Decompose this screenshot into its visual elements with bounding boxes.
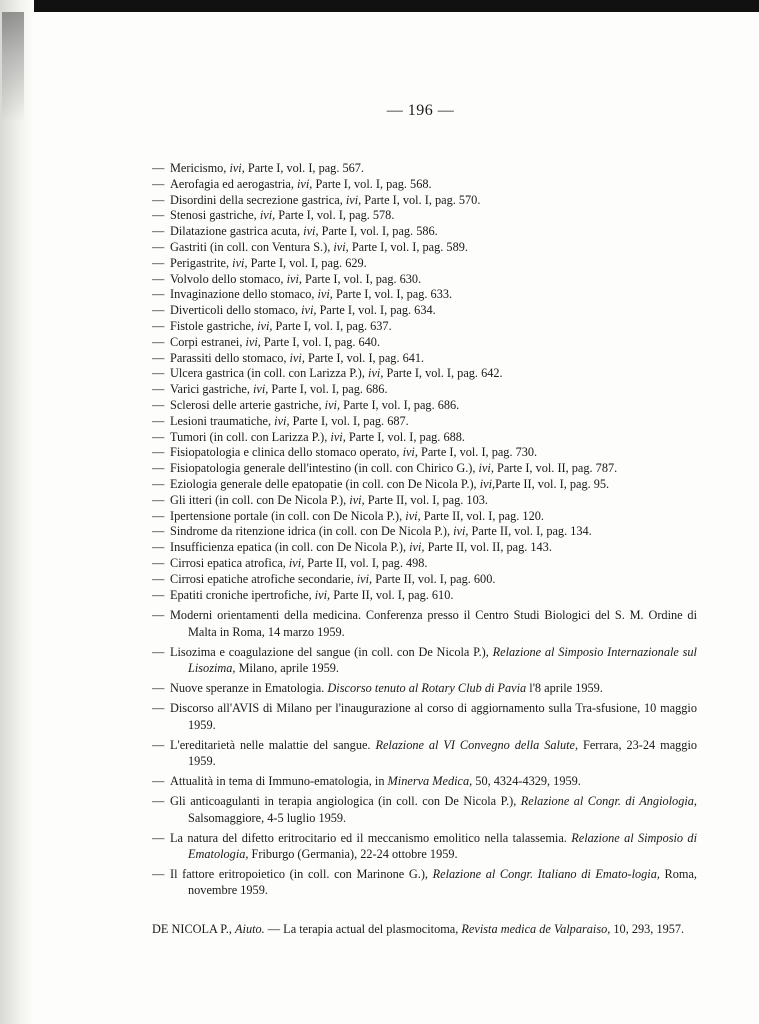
dash-marker: — <box>152 271 165 286</box>
entry-text: Parte I, vol. I, pag. 567. <box>244 161 364 175</box>
italic-citation: ivi, <box>232 255 248 270</box>
dash-marker: — <box>152 555 165 570</box>
italic-citation: ivi, <box>356 571 373 586</box>
entry-text: Gastriti (in coll. con Ventura S.), <box>170 239 334 254</box>
list-item <box>152 830 697 862</box>
italic-citation: ivi, <box>301 303 317 318</box>
dash-marker: — <box>152 413 165 428</box>
entry-text: Epatiti croniche ipertrofiche, <box>170 587 315 602</box>
list-item <box>152 588 697 604</box>
list-item <box>152 398 697 414</box>
entry-text: Parte II, vol. II, pag. 143. <box>424 540 552 555</box>
dash-marker: — <box>152 429 165 444</box>
entry-text: Parte I, vol. I, pag. 642. <box>383 366 503 381</box>
list-item <box>152 540 697 556</box>
entry-text: Disordini della secrezione gastrica, <box>170 192 346 207</box>
list-item <box>152 272 697 288</box>
italic-citation: ivi, <box>409 540 425 555</box>
entry-text: Perigastrite, <box>170 255 233 270</box>
dash-marker: — <box>152 461 165 476</box>
dash-marker: — <box>152 192 165 207</box>
list-item <box>152 287 697 303</box>
italic-citation: Relazione al Congr. di Angiologia, <box>520 794 697 809</box>
italic-citation: ivi, <box>479 476 496 491</box>
entry-text: Nuove speranze in Ematologia. <box>170 681 328 696</box>
entry-text: Diverticoli dello stomaco, <box>170 303 302 318</box>
list-item <box>152 303 697 319</box>
dash-marker: — <box>152 492 165 507</box>
list-item <box>152 240 697 256</box>
italic-citation: ivi, <box>333 239 349 254</box>
entry-text: La natura del difetto eritrocitario ed il meccanismo emolitico nella talassemia. <box>170 830 572 845</box>
dash-marker: — <box>152 794 165 809</box>
entry-text: Ferrara, 23-24 maggio 1959. <box>188 737 698 768</box>
entry-text: Discorso all'AVIS di Milano per l'inaugurazione al corso di aggiornamento sulla Tra-sfusione, 10 maggio 1959. <box>170 701 697 732</box>
entry-text: Parte I, vol. I, pag. 637. <box>272 318 392 333</box>
italic-citation: ivi, <box>286 271 302 286</box>
dash-marker: — <box>152 318 165 333</box>
entry-text: Ulcera gastrica (in coll. con Larizza P.), <box>170 366 369 381</box>
entry-text: Parte I, vol. I, pag. 634. <box>316 303 436 318</box>
entry-text: Parte I, vol. I, pag. 570. <box>361 192 481 207</box>
list-item <box>152 461 697 477</box>
list-item <box>152 793 697 825</box>
list-item <box>152 680 697 696</box>
dash-marker: — <box>152 476 165 491</box>
list-item <box>152 366 697 382</box>
list-item <box>152 161 697 177</box>
entry-text: Parte I, vol. I, pag. 686. <box>268 382 388 397</box>
entry-text: Parte II, vol. I, pag. 600. <box>372 571 496 586</box>
entry-text: Insufficienza epatica (in coll. con De Nicola P.), <box>170 540 410 555</box>
italic-citation: Relazione al Congr. Italiano di Emato-logia, <box>432 867 660 882</box>
entry-text: Parte I, vol. I, pag. 630. <box>301 271 422 286</box>
dash-marker: — <box>152 397 165 412</box>
entry-text: Invaginazione dello stomaco, <box>170 287 318 302</box>
entry-text: Parte II, vol. I, pag. 95. <box>495 476 610 491</box>
entry-text: 50, 4324-4329, 1959. <box>472 774 581 789</box>
entry-text: Varici gastriche, <box>170 382 253 397</box>
italic-citation: ivi, <box>245 334 261 349</box>
dash-marker: — <box>152 540 165 555</box>
entry-text: Parte I, vol. I, pag. 589. <box>348 239 468 254</box>
italic-citation: Relazione al VI Convegno della Salute, <box>375 737 579 752</box>
italic-citation: ivi, <box>314 587 331 602</box>
entry-text: Parte I, vol. I, pag. 688. <box>345 429 465 444</box>
entry-text: Parte II, vol. I, pag. 103. <box>364 492 488 507</box>
dash-marker: — <box>152 334 165 349</box>
italic-citation: ivi, <box>252 382 269 397</box>
list-item <box>152 335 697 351</box>
entry-text: Parte II, vol. I, pag. 498. <box>304 555 428 570</box>
entry-text: Il fattore eritropoietico (in coll. con Marinone G.), <box>170 867 433 882</box>
entry-text: Tumori (in coll. con Larizza P.), <box>170 429 331 444</box>
list-item <box>152 866 697 898</box>
italic-citation: Discorso tenuto al Rotary Club di Pavia <box>327 681 527 696</box>
entry-text: Parte II, vol. I, pag. 120. <box>420 508 544 523</box>
entry-text: Gli itteri (in coll. con De Nicola P.), <box>170 492 350 507</box>
list-item <box>152 414 697 430</box>
entry-text: Parte I, vol. I, pag. 641. <box>304 350 425 365</box>
italic-citation: ivi, <box>453 524 469 539</box>
author-entry <box>152 921 697 937</box>
entry-text: Parte II, vol. I, pag. 610. <box>330 587 454 602</box>
entry-text: Ipertensione portale (in coll. con De Nicola P.), <box>170 508 406 523</box>
entry-text: Dilatazione gastrica acuta, <box>170 224 304 239</box>
dash-marker: — <box>152 255 165 270</box>
entry-text: Roma, novembre 1959. <box>188 867 697 898</box>
entry-text: Cirrosi epatica atrofica, <box>170 555 289 570</box>
entry-text: Parte I, vol. I, pag. 578. <box>275 208 395 223</box>
dash-marker: — <box>152 681 165 696</box>
italic-citation: ivi, <box>345 192 362 207</box>
publication-list-short <box>152 161 697 603</box>
list-item <box>152 607 697 639</box>
entry-text: Parte I, vol. I, pag. 568. <box>312 176 432 191</box>
list-item <box>152 572 697 588</box>
list-item <box>152 445 697 461</box>
entry-text: Parte I, vol. II, pag. 787. <box>493 461 618 476</box>
dash-marker: — <box>152 644 165 659</box>
list-item <box>152 737 697 769</box>
dash-marker: — <box>152 366 165 381</box>
entry-text: DE NICOLA P., <box>152 921 236 936</box>
italic-citation: ivi, <box>297 176 313 191</box>
entry-text: Parte I, vol. I, pag. 687. <box>289 413 409 428</box>
dash-marker: — <box>152 508 165 523</box>
italic-citation: Relazione al Simposio di Ematologia, <box>188 830 697 861</box>
dash-marker: — <box>152 208 165 223</box>
list-item <box>152 319 697 335</box>
page-body <box>152 161 697 937</box>
entry-text: Parte I, vol. I, pag. 686. <box>340 397 460 412</box>
list-item <box>152 208 697 224</box>
entry-text: Cirrosi epatiche atrofiche secondarie, <box>170 571 357 586</box>
dash-marker: — <box>152 571 165 586</box>
entry-text: Mericismo, <box>170 161 230 175</box>
entry-text: Fisiopatologia generale dell'intestino (in coll. con Chirico G.), <box>170 461 479 476</box>
list-item <box>152 177 697 193</box>
italic-citation: ivi, <box>478 461 494 476</box>
entry-text: Parte II, vol. I, pag. 134. <box>468 524 592 539</box>
entry-text: Friburgo (Germania), 22-24 ottobre 1959. <box>248 846 458 861</box>
entry-text: Parte I, vol. I, pag. 730. <box>417 445 538 460</box>
list-item <box>152 477 697 493</box>
italic-citation: ivi, <box>330 429 346 444</box>
list-item <box>152 556 697 572</box>
entry-text: Attualità in tema di Immuno-ematologia, in <box>170 774 388 789</box>
dash-marker: — <box>152 830 165 845</box>
italic-citation: ivi, <box>402 445 418 460</box>
italic-citation: ivi, <box>317 287 333 302</box>
entry-text: L'ereditarietà nelle malattie del sangue. <box>170 737 376 752</box>
list-item <box>152 773 697 789</box>
italic-citation: ivi, <box>289 350 305 365</box>
entry-text: Lesioni traumatiche, <box>170 413 275 428</box>
list-item <box>152 524 697 540</box>
list-item <box>152 382 697 398</box>
page-number: — 196 — <box>386 102 455 119</box>
italic-citation: ivi, <box>324 397 341 412</box>
dash-marker: — <box>152 239 165 254</box>
italic-citation: ivi, <box>303 224 319 239</box>
dash-marker: — <box>152 867 165 882</box>
entry-text: Salsomaggiore, 4-5 luglio 1959. <box>188 810 347 825</box>
italic-citation: Revista medica de Valparaiso, <box>461 921 611 936</box>
dash-marker: — <box>152 524 165 539</box>
entry-text: Parte I, vol. I, pag. 633. <box>332 287 453 302</box>
italic-citation: Aiuto. <box>235 921 265 936</box>
entry-text: Fistole gastriche, <box>170 318 258 333</box>
dash-marker: — <box>152 587 165 602</box>
dash-marker: — <box>152 382 165 397</box>
entry-text: Sindrome da ritenzione idrica (in coll. con De Nicola P.), <box>170 524 454 539</box>
entry-text: Fisiopatologia e clinica dello stomaco operato, <box>170 445 403 460</box>
dash-marker: — <box>152 445 165 460</box>
entry-text: Aerofagia ed aerogastria, <box>170 176 297 191</box>
list-item <box>152 509 697 525</box>
dash-marker: — <box>152 608 165 623</box>
dash-marker: — <box>152 350 165 365</box>
entry-text: Parte I, vol. I, pag. 640. <box>260 334 381 349</box>
publication-list-long <box>152 607 697 898</box>
italic-citation: ivi, <box>349 492 365 507</box>
italic-citation: ivi, <box>405 508 421 523</box>
scan-top-border <box>0 0 759 12</box>
entry-text: l'8 aprile 1959. <box>526 681 603 696</box>
entry-text: Lisozima e coagulazione del sangue (in coll. con De Nicola P.), <box>170 644 493 659</box>
italic-citation: ivi, <box>368 366 384 381</box>
list-item <box>152 256 697 272</box>
italic-citation: ivi, <box>288 555 305 570</box>
dash-marker: — <box>152 303 165 318</box>
list-item <box>152 351 697 367</box>
list-item <box>152 193 697 209</box>
entry-text: Eziologia generale delle epatopatie (in coll. con De Nicola P.), <box>170 476 480 491</box>
entry-text: Stenosi gastriche, <box>170 208 260 223</box>
dash-marker: — <box>152 287 165 302</box>
dash-marker: — <box>152 161 165 175</box>
italic-citation: ivi, <box>259 208 276 223</box>
scan-left-edge <box>0 0 34 1024</box>
italic-citation: ivi, <box>274 413 290 428</box>
italic-citation: ivi, <box>257 318 273 333</box>
list-item <box>152 493 697 509</box>
list-item <box>152 700 697 732</box>
dash-marker: — <box>152 176 165 191</box>
entry-text: Parte I, vol. I, pag. 629. <box>247 255 367 270</box>
entry-text: — La terapia actual del plasmocitoma, <box>264 921 462 936</box>
entry-text: Sclerosi delle arterie gastriche, <box>170 397 325 412</box>
list-item <box>152 430 697 446</box>
entry-text: Parassiti dello stomaco, <box>170 350 290 365</box>
dash-marker: — <box>152 774 165 789</box>
entry-text: Volvolo dello stomaco, <box>170 271 287 286</box>
italic-citation: Relazione al Simposio Internazionale sul Lisozima, <box>188 644 697 675</box>
list-item <box>152 224 697 240</box>
dash-marker: — <box>152 737 165 752</box>
dash-marker: — <box>152 224 165 239</box>
italic-citation: Minerva Medica, <box>387 774 473 789</box>
list-item <box>152 644 697 676</box>
entry-text: Moderni orientamenti della medicina. Conferenza presso il Centro Studi Biologici del S. M. Ordine di Malta in Roma, 14 marzo 1959. <box>170 608 697 639</box>
entry-text: Gli anticoagulanti in terapia angiologica (in coll. con De Nicola P.), <box>170 794 521 809</box>
entry-text: Parte I, vol. I, pag. 586. <box>318 224 438 239</box>
dash-marker: — <box>152 701 165 716</box>
entry-text: 10, 293, 1957. <box>610 921 685 936</box>
entry-text: Milano, aprile 1959. <box>235 660 339 675</box>
italic-citation: ivi, <box>229 161 245 175</box>
entry-text: Corpi estranei, <box>170 334 246 349</box>
